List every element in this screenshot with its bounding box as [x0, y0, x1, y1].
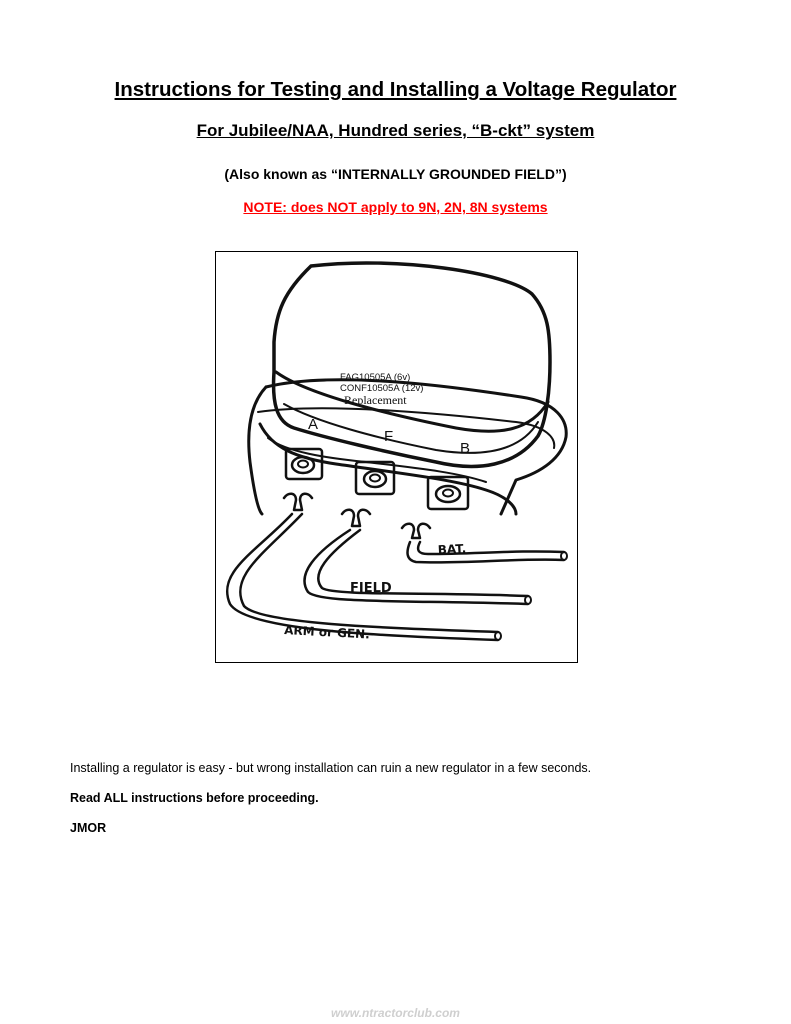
- footer-watermark: www.ntractorclub.com: [331, 1006, 460, 1020]
- page-subtitle: For Jubilee/NAA, Hundred series, “B-ckt” system: [196, 121, 595, 140]
- part-number-6v: FAG10505A (6v): [340, 372, 411, 383]
- wire-label-arm-gen: ARM or GEN.: [283, 623, 371, 642]
- author-signature: JMOR: [70, 821, 107, 835]
- regulator-drawing: [216, 252, 577, 662]
- wire-label-field: FIELD: [350, 581, 392, 596]
- wire-arm-gen: [227, 494, 501, 640]
- terminal-label-b: B: [460, 440, 471, 457]
- regulator-illustration: [215, 251, 578, 663]
- wire-field: [304, 510, 531, 604]
- also-known-as-text: (Also known as “INTERNALLY GROUNDED FIELD”): [224, 166, 567, 182]
- intro-paragraph: Installing a regulator is easy - but wrong installation can ruin a new regulator in a few seconds.: [70, 761, 592, 775]
- read-instructions-paragraph: Read ALL instructions before proceeding.: [70, 791, 319, 805]
- part-number-12v: CONF10505A (12v): [340, 383, 424, 394]
- terminal-label-a: A: [308, 416, 319, 433]
- wire-bat: [402, 524, 567, 563]
- wire-label-bat: BAT.: [437, 541, 467, 557]
- terminal-label-f: F: [384, 428, 394, 445]
- page-title: Instructions for Testing and Installing a Voltage Regulator: [114, 78, 677, 101]
- replacement-label: Replacement: [344, 393, 407, 407]
- warning-note: NOTE: does NOT apply to 9N, 2N, 8N systems: [243, 199, 548, 215]
